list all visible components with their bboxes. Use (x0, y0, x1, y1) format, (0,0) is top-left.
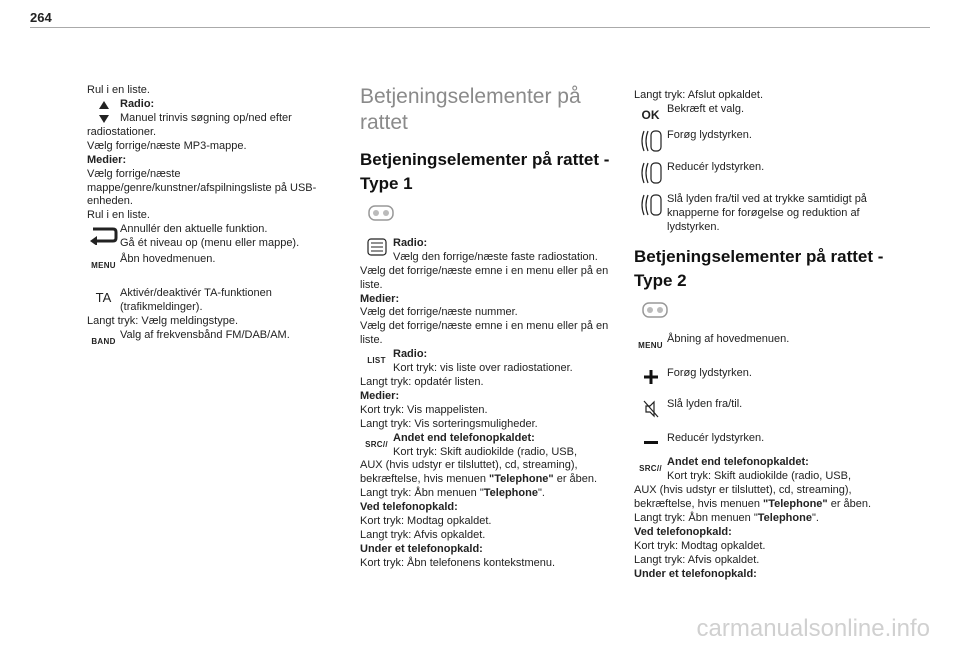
radio-label: Radio: (120, 97, 155, 110)
radio2-text: Kort tryk: vis liste over radiostationer. (393, 362, 573, 375)
text-line: Vælg forrige/næste MP3-mappe. (87, 139, 247, 152)
menu-text: Åbn hovedmenuen. (120, 253, 216, 266)
text-line: Kort tryk: Åbn telefonens kontekstmenu. (360, 556, 556, 569)
src2-label: Andet end telefonopkaldet: (667, 456, 809, 469)
src-continued: AUX (hvis udstyr er tilsluttet), cd, streaming), bekræftelse, hvis menuen "Telephone" er åben. (360, 459, 598, 486)
ta-icon: TA (95, 289, 112, 305)
volume-rocker-down-icon (634, 161, 667, 185)
text-line: Vælg det forrige/næste emne i en menu eller på en liste. (360, 320, 609, 347)
src-short: Kort tryk: Skift audiokilde (radio, USB, (393, 445, 578, 458)
text-line: Langt tryk: Afvis opkaldet. (634, 553, 760, 566)
watermark: carmanualsonline.info (696, 615, 930, 642)
back-entry (87, 223, 327, 251)
medier-label: Medier: (360, 292, 400, 305)
under2-label: Under et telefonopkald: (634, 567, 757, 580)
ta-text: Aktivér/deaktivér TA-funktionen (trafikmeldinger). (120, 286, 272, 313)
steering-wheel-icon (640, 299, 896, 326)
src-icon: SRC // (639, 464, 662, 474)
minus-text: Reducér lydstyrken. (667, 432, 765, 445)
ok-icon: OK (641, 107, 660, 122)
src2-short: Kort tryk: Skift audiokilde (radio, USB, (667, 470, 852, 483)
radio1-label: Radio: (393, 236, 428, 249)
type2-title: Betjeningselementer på rattet - Type 2 (634, 246, 884, 290)
src2-continued: AUX (hvis udstyr er tilsluttet), cd, streaming), bekræftelse, hvis menuen "Telephone" er åben. (634, 484, 872, 510)
ta-entry (87, 287, 327, 315)
src-icon: SRC // (365, 439, 388, 449)
menu2-entry (634, 333, 896, 353)
arrows-entry (87, 98, 327, 126)
thumbwheel-icon (360, 237, 393, 257)
band-text: Valg af frekvensbånd FM/DAB/AM. (120, 328, 290, 341)
menu-icon: MENU (638, 341, 663, 351)
text-line: Kort tryk: Vis mappelisten. (360, 403, 488, 416)
vol-up-entry (634, 129, 896, 153)
text-line: Rul i en liste. (87, 84, 150, 96)
type1-title: Betjeningselementer på rattet - Type 1 (360, 150, 610, 193)
plus-icon (634, 367, 667, 384)
column-3 (634, 89, 896, 581)
back-text-1: Annullér den aktuelle funktion. (120, 223, 268, 236)
mute2-entry (634, 398, 896, 418)
section-title: Betjeningselementer på rattet (360, 85, 581, 134)
src2-entry (634, 456, 896, 484)
text-line: Vælg forrige/næste mappe/genre/kunstner/afspilningsliste på USB-enheden. (87, 167, 317, 208)
volume-rocker-mute-icon (634, 193, 667, 217)
medier2-label: Medier: (360, 389, 400, 402)
src-entry (360, 432, 615, 460)
list-icon: LIST (367, 356, 386, 366)
radio1-text: Vælg den forrige/næste faste radiostation. (393, 250, 598, 263)
medier-label: Medier: (87, 153, 127, 166)
mute-speaker-icon (634, 398, 667, 418)
under-label: Under et telefonopkald: (360, 542, 483, 555)
text-line: Langt tryk: opdatér listen. (360, 375, 484, 388)
text-line: Langt tryk: Afslut opkaldet. (634, 89, 764, 101)
radio2-label: Radio: (393, 348, 428, 361)
column-1 (87, 84, 327, 349)
text-line: Langt tryk: Vis sorteringsmuligheder. (360, 417, 538, 430)
menu-entry (87, 253, 327, 273)
minus-icon (634, 432, 667, 445)
ok-text: Bekræft et valg. (667, 102, 745, 115)
up-down-arrows-icon (87, 98, 120, 126)
text-line: Rul i en liste. (87, 209, 150, 222)
menu2-text: Åbning af hovedmenuen. (667, 333, 790, 346)
ved-label: Ved telefonopkald: (360, 501, 458, 514)
mute2-text: Slå lyden fra/til. (667, 398, 743, 411)
header-rule (30, 27, 930, 28)
list-entry (360, 348, 615, 376)
vol-down-entry (634, 161, 896, 185)
text-line: Kort tryk: Modtag opkaldet. (360, 515, 492, 528)
page-number: 264 (30, 10, 52, 25)
back-arrow-icon (87, 223, 120, 245)
text-line: Kort tryk: Modtag opkaldet. (634, 539, 766, 552)
vol-down-text: Reducér lydstyrken. (667, 160, 765, 173)
plus-text: Forøg lydstyrken. (667, 367, 752, 380)
mute-text: Slå lyden fra/til ved at trykke samtidigt på knapperne for forøgelse og reduktion af lydstyrken. (667, 192, 867, 233)
radio1-entry (360, 237, 615, 265)
plus-entry (634, 367, 896, 384)
text-line: Langt tryk: Afvis opkaldet. (360, 528, 486, 541)
ved2-label: Ved telefonopkald: (634, 525, 732, 538)
minus-entry (634, 432, 896, 446)
column-2 (360, 84, 615, 571)
src-long: Langt tryk: Åbn menuen "Telephone". (360, 487, 545, 500)
volume-rocker-up-icon (634, 129, 667, 153)
text-line: Langt tryk: Vælg meldingstype. (87, 314, 239, 327)
mute-entry (634, 193, 896, 235)
text-line: Vælg det forrige/næste emne i en menu eller på en liste. (360, 264, 609, 291)
radio-text: Manuel trinvis søgning op/ned efter (120, 111, 292, 124)
steering-wheel-icon (366, 202, 615, 229)
ok-entry (634, 103, 896, 123)
src2-long: Langt tryk: Åbn menuen "Telephone". (634, 511, 819, 524)
back-text-2: Gå ét niveau op (menu eller mappe). (120, 237, 300, 250)
band-icon: BAND (91, 336, 116, 346)
band-entry (87, 329, 327, 349)
text-line: Vælg det forrige/næste nummer. (360, 306, 518, 319)
menu-icon: MENU (91, 261, 116, 271)
src-label: Andet end telefonopkaldet: (393, 431, 535, 444)
text-line: radiostationer. (87, 125, 157, 138)
vol-up-text: Forøg lydstyrken. (667, 128, 752, 141)
